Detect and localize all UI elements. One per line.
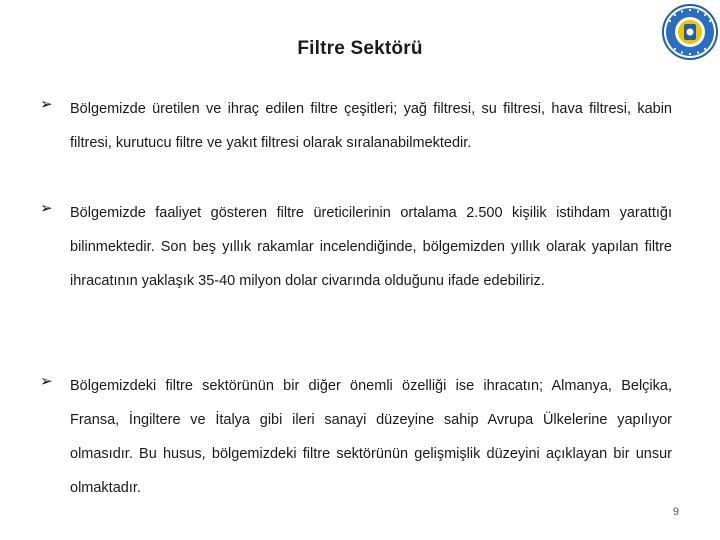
arrow-bullet-icon: ➢: [40, 96, 53, 113]
bullet-text: Bölgemizde faaliyet gösteren filtre üreticilerinin ortalama 2.500 kişilik istihdam yarattığı bilinmektedir. Son beş yıllık rakamlar incelendiğinde, bölgemizden yıllık olarak yapılan filtre ihracatının yaklaşık 35-40 milyon dolar civarında olduğunu ifade edebiliriz.: [70, 205, 672, 289]
page-number: 9: [672, 506, 679, 518]
bullet-item: [40, 92, 672, 160]
arrow-bullet-icon: ➢: [40, 200, 53, 217]
chamber-seal-logo: [662, 4, 718, 60]
bullet-text: Bölgemizde üretilen ve ihraç edilen filtre çeşitleri; yağ filtresi, su filtresi, hava filtresi, kabin filtresi, kurutucu filtre ve yakıt filtresi olarak sıralanabilmektedir.: [70, 101, 672, 151]
bullet-item: [40, 369, 672, 505]
arrow-bullet-icon: ➢: [40, 373, 53, 390]
slide-title: Filtre Sektörü: [297, 38, 423, 59]
bullet-item: [40, 196, 672, 298]
bullet-text: Bölgemizdeki filtre sektörünün bir diğer önemli özelliği ise ihracatın; Almanya, Belçika, Fransa, İngiltere ve İtalya gibi ileri sanayi düzeyine sahip Avrupa Ülkelerine yapılıyor olmasıdır. Bu husus, bölgemizdeki filtre sektörünün gelişmişlik düzeyini açıklayan bir unsur olmaktadır.: [70, 378, 672, 496]
